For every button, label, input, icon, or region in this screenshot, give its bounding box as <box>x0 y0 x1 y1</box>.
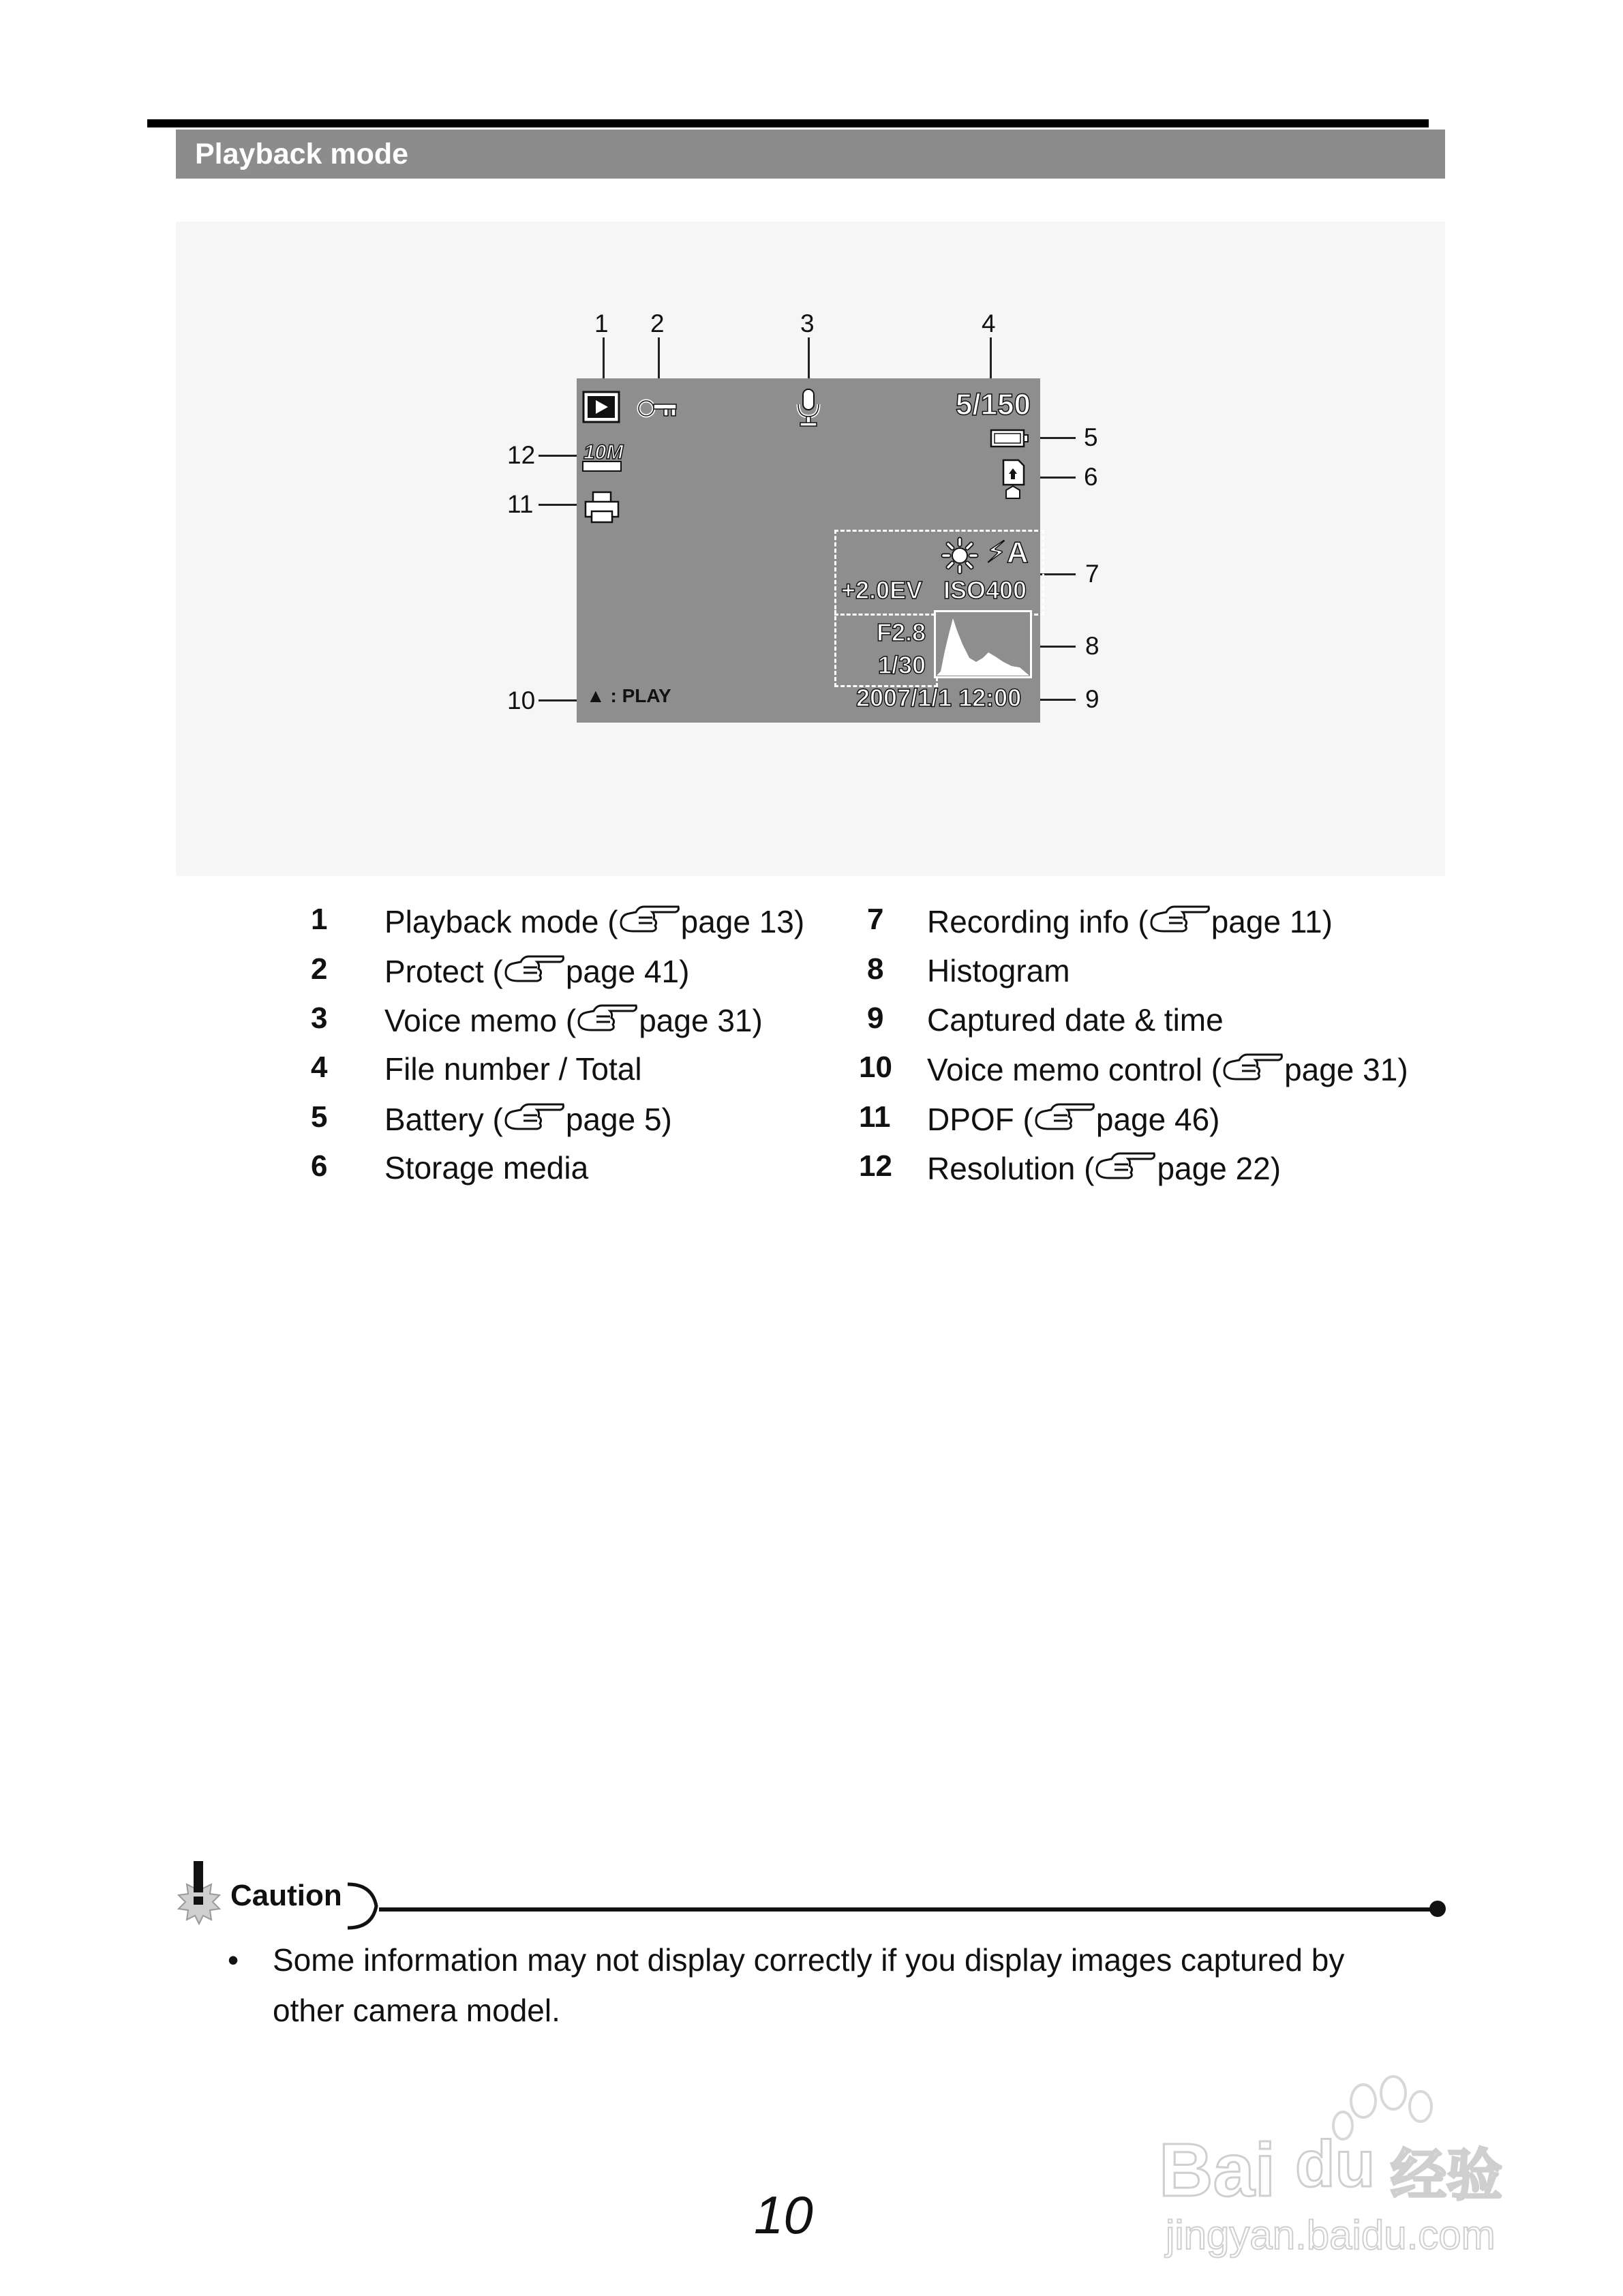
legend-label: Histogram <box>927 953 1070 988</box>
callout-6: 6 <box>1084 463 1098 491</box>
callout-12: 12 <box>507 441 536 469</box>
lcd-screen <box>577 378 1040 723</box>
legend-page-ref: page 46) <box>1095 1102 1220 1137</box>
legend-page-ref: page 11) <box>1211 904 1333 939</box>
legend-item-recording-info <box>927 903 1333 940</box>
legend-num: 4 <box>311 1051 328 1084</box>
callout-line-3 <box>808 337 810 380</box>
callout-line-12 <box>539 455 578 457</box>
caution-text-line-1: Some information may not display correctly if you display images captured by <box>273 1942 1345 1978</box>
top-rule <box>147 119 1429 127</box>
legend-label: Playback mode ( <box>384 904 618 939</box>
callout-8: 8 <box>1085 632 1099 660</box>
callout-line-2 <box>658 337 660 380</box>
callout-11: 11 <box>507 490 534 518</box>
resolution-text: 10M <box>583 441 624 464</box>
legend-label: Protect ( <box>384 954 503 989</box>
flash-mode: ⚡A <box>986 536 1029 569</box>
section-title: Playback mode <box>195 138 409 170</box>
legend-num: 8 <box>867 952 884 986</box>
legend-num: 11 <box>859 1100 891 1134</box>
callout-7: 7 <box>1085 560 1099 588</box>
legend-num: 5 <box>311 1100 328 1134</box>
legend-page-ref: page 31) <box>639 1003 763 1038</box>
aperture-value: F2.8 <box>877 618 926 646</box>
legend-page-ref: page 5) <box>565 1102 672 1137</box>
file-counter: 5/150 <box>955 388 1031 421</box>
battery-icon <box>990 427 1029 449</box>
capture-datetime: 2007/1/1 12:00 <box>856 684 1022 712</box>
pointing-hand-icon <box>576 1003 639 1038</box>
caution-bullet: • <box>228 1942 239 1978</box>
legend-page-ref: page 41) <box>565 954 690 989</box>
watermark-url: jingyan.baidu.com <box>1166 2212 1496 2258</box>
voice-control-hint: ▲ : PLAY <box>586 685 671 706</box>
sd-card-icon <box>999 459 1027 501</box>
legend-label: Storage media <box>384 1150 589 1185</box>
pointing-hand-icon <box>1149 904 1211 939</box>
legend-label: File number / Total <box>384 1051 642 1087</box>
legend-item-resolution <box>927 1149 1281 1187</box>
callout-10: 10 <box>507 686 536 714</box>
legend-label: Voice memo ( <box>384 1003 577 1038</box>
callout-3: 3 <box>800 309 815 337</box>
callout-2: 2 <box>650 309 665 337</box>
legend-item-playback-mode <box>384 903 804 940</box>
callout-line-4 <box>990 337 992 380</box>
shutter-value: 1/30 <box>878 651 926 679</box>
legend-num: 1 <box>311 903 328 936</box>
pointing-hand-icon <box>1094 1151 1157 1186</box>
legend-num: 9 <box>867 1001 884 1035</box>
legend-num: 10 <box>859 1051 892 1084</box>
legend-item-storage-media <box>384 1149 588 1186</box>
pointing-hand-icon <box>503 954 566 989</box>
histogram <box>934 610 1032 678</box>
microphone-icon <box>795 388 822 427</box>
page-number: 10 <box>754 2185 813 2245</box>
iso-value: ISO400 <box>943 576 1027 604</box>
legend-label: Recording info ( <box>927 904 1149 939</box>
caution-bracket <box>345 1882 386 1931</box>
legend-label: DPOF ( <box>927 1102 1033 1137</box>
watermark-brand-du: du <box>1295 2128 1376 2201</box>
protect-key-icon <box>637 395 679 422</box>
legend-item-captured-datetime <box>927 1001 1224 1038</box>
play-mode-icon <box>582 391 620 423</box>
legend-num: 3 <box>311 1001 328 1035</box>
legend-item-voice-memo-control <box>927 1051 1408 1088</box>
watermark-brand-cn: 经验 <box>1391 2145 1503 2207</box>
legend-label: Resolution ( <box>927 1151 1095 1186</box>
legend-item-protect <box>384 952 689 990</box>
caution-text-line-2: other camera model. <box>273 1993 560 2028</box>
pointing-hand-icon <box>503 1102 566 1137</box>
legend-item-file-number <box>384 1051 642 1087</box>
legend-page-ref: page 22) <box>1157 1151 1281 1186</box>
legend-label: Battery ( <box>384 1102 503 1137</box>
callout-line-11 <box>539 504 578 506</box>
callout-5: 5 <box>1084 423 1098 451</box>
legend-label: Voice memo control ( <box>927 1052 1222 1087</box>
pointing-hand-icon <box>1222 1052 1284 1087</box>
callout-9: 9 <box>1085 685 1099 713</box>
callout-line-1 <box>603 337 605 380</box>
legend-item-battery <box>384 1100 672 1138</box>
watermark-brand: Bai <box>1159 2128 1276 2212</box>
legend-num: 7 <box>867 903 884 936</box>
legend-page-ref: page 31) <box>1284 1052 1408 1087</box>
resolution-badge <box>581 441 623 474</box>
caution-rule-end <box>1429 1901 1446 1917</box>
legend-num: 6 <box>311 1149 328 1183</box>
legend-num: 12 <box>859 1149 892 1183</box>
caution-icon <box>172 1860 226 1925</box>
legend-item-histogram <box>927 952 1070 989</box>
legend-item-voice-memo <box>384 1001 763 1039</box>
exposure-value: +2.0EV <box>841 576 923 604</box>
legend-num: 2 <box>311 952 328 986</box>
pointing-hand-icon <box>1033 1102 1096 1137</box>
pointing-hand-icon <box>618 904 681 939</box>
legend-item-dpof <box>927 1100 1220 1138</box>
baidu-watermark <box>1159 2066 1541 2270</box>
caution-label: Caution <box>230 1879 342 1912</box>
callout-line-10 <box>539 699 578 701</box>
legend-page-ref: page 13) <box>680 904 805 939</box>
caution-rule <box>379 1907 1434 1912</box>
sunny-icon <box>941 537 979 575</box>
callout-1: 1 <box>594 309 609 337</box>
legend-label: Captured date & time <box>927 1002 1224 1038</box>
callout-4: 4 <box>982 309 996 337</box>
printer-icon <box>583 491 620 525</box>
